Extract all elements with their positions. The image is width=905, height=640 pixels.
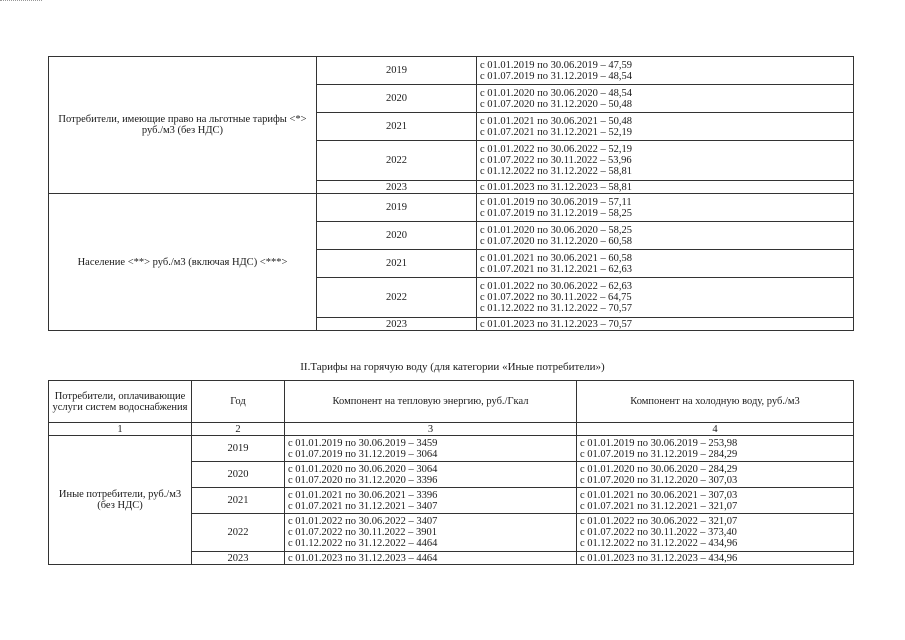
period-line: с 01.07.2022 по 30.11.2022 – 3901 xyxy=(288,527,438,538)
cold-periods-cell xyxy=(577,462,854,488)
period-line: с 01.01.2022 по 30.06.2022 – 52,19 xyxy=(480,144,633,155)
period-line: с 01.01.2019 по 30.06.2019 – 3459 xyxy=(288,437,438,449)
periods-cell xyxy=(477,113,854,141)
period-line: с 01.07.2020 по 31.12.2020 – 60,58 xyxy=(480,235,633,247)
header-year: Год xyxy=(192,381,285,423)
year-cell: 2021 xyxy=(192,488,285,514)
page-edge-mark xyxy=(0,0,42,5)
column-number: 3 xyxy=(285,423,577,436)
group-label: Иные потребители, руб./м3 (без НДС) xyxy=(49,436,192,565)
cold-periods-cell xyxy=(577,488,854,514)
period-line: с 01.07.2020 по 31.12.2020 – 307,03 xyxy=(580,474,738,486)
period-line: с 01.07.2022 по 30.11.2022 – 53,96 xyxy=(480,155,632,166)
period-line: с 01.07.2019 по 31.12.2019 – 48,54 xyxy=(480,70,633,82)
period-line: с 01.01.2020 по 30.06.2020 – 58,25 xyxy=(480,224,633,236)
header-cold-component: Компонент на холодную воду, руб./м3 xyxy=(577,381,854,423)
period-line: с 01.12.2022 по 31.12.2022 – 58,81 xyxy=(480,166,633,177)
period-line: с 01.07.2019 по 31.12.2019 – 58,25 xyxy=(480,207,633,219)
period-line: с 01.01.2023 по 31.12.2023 – 70,57 xyxy=(480,318,633,330)
group-label: Потребители, имеющие право на льготные тарифы <*> руб./м3 (без НДС) xyxy=(49,57,317,194)
cold-periods-cell xyxy=(577,514,854,552)
periods-cell xyxy=(477,181,854,194)
year-cell: 2023 xyxy=(317,318,477,331)
period-line: с 01.07.2022 по 30.11.2022 – 373,40 xyxy=(580,527,737,538)
column-number: 2 xyxy=(192,423,285,436)
tariff-table-1 xyxy=(48,56,854,331)
year-cell: 2022 xyxy=(192,514,285,552)
year-cell: 2019 xyxy=(317,194,477,222)
period-line: с 01.01.2022 по 30.06.2022 – 321,07 xyxy=(580,516,738,527)
group-label: Население <**> руб./м3 (включая НДС) <***> xyxy=(49,194,317,331)
year-cell: 2020 xyxy=(317,222,477,250)
periods-cell xyxy=(477,278,854,318)
cold-periods-cell xyxy=(577,436,854,462)
period-line: с 01.07.2021 по 31.12.2021 – 52,19 xyxy=(480,126,633,138)
period-line: с 01.01.2019 по 30.06.2019 – 47,59 xyxy=(480,59,633,71)
period-line: с 01.01.2022 по 30.06.2022 – 3407 xyxy=(288,516,438,527)
heat-periods-cell xyxy=(285,552,577,565)
period-line: с 01.01.2021 по 30.06.2021 – 307,03 xyxy=(580,489,738,501)
year-cell: 2020 xyxy=(192,462,285,488)
period-line: с 01.07.2021 по 31.12.2021 – 3407 xyxy=(288,500,438,512)
period-line: с 01.07.2021 по 31.12.2021 – 62,63 xyxy=(480,263,633,275)
year-cell: 2022 xyxy=(317,278,477,318)
year-cell: 2023 xyxy=(317,181,477,194)
period-line: с 01.01.2023 по 31.12.2023 – 58,81 xyxy=(480,181,633,193)
periods-cell xyxy=(477,57,854,85)
periods-cell xyxy=(477,222,854,250)
period-line: с 01.01.2020 по 30.06.2020 – 48,54 xyxy=(480,87,633,99)
period-line: с 01.07.2019 по 31.12.2019 – 3064 xyxy=(288,448,438,460)
period-line: с 01.01.2020 по 30.06.2020 – 3064 xyxy=(288,463,438,475)
heat-periods-cell xyxy=(285,488,577,514)
year-cell: 2020 xyxy=(317,85,477,113)
period-line: с 01.07.2019 по 31.12.2019 – 284,29 xyxy=(580,448,738,460)
heat-periods-cell xyxy=(285,436,577,462)
periods-cell xyxy=(477,250,854,278)
period-line: с 01.07.2022 по 30.11.2022 – 64,75 xyxy=(480,292,632,303)
year-cell: 2021 xyxy=(317,250,477,278)
periods-cell xyxy=(477,194,854,222)
period-line: с 01.12.2022 по 31.12.2022 – 4464 xyxy=(288,538,438,549)
period-line: с 01.01.2021 по 30.06.2021 – 3396 xyxy=(288,489,438,501)
periods-cell xyxy=(477,85,854,113)
header-heat-component: Компонент на тепловую энергию, руб./Гкал xyxy=(285,381,577,423)
header-consumers: Потребители, оплачивающие услуги систем водоснабжения xyxy=(49,381,192,423)
period-line: с 01.01.2020 по 30.06.2020 – 284,29 xyxy=(580,463,738,475)
year-cell: 2019 xyxy=(192,436,285,462)
period-line: с 01.07.2020 по 31.12.2020 – 50,48 xyxy=(480,98,633,110)
periods-cell xyxy=(477,141,854,181)
period-line: с 01.07.2020 по 31.12.2020 – 3396 xyxy=(288,474,438,486)
period-line: с 01.01.2023 по 31.12.2023 – 4464 xyxy=(288,552,438,564)
cold-periods-cell xyxy=(577,552,854,565)
year-cell: 2022 xyxy=(317,141,477,181)
period-line: с 01.07.2021 по 31.12.2021 – 321,07 xyxy=(580,500,738,512)
year-cell: 2019 xyxy=(317,57,477,85)
heat-periods-cell xyxy=(285,514,577,552)
year-cell: 2023 xyxy=(192,552,285,565)
period-line: с 01.01.2019 по 30.06.2019 – 57,11 xyxy=(480,196,632,208)
column-number: 4 xyxy=(577,423,854,436)
period-line: с 01.01.2021 по 30.06.2021 – 60,58 xyxy=(480,252,633,264)
column-number: 1 xyxy=(49,423,192,436)
period-line: с 01.01.2021 по 30.06.2021 – 50,48 xyxy=(480,115,633,127)
period-line: с 01.01.2023 по 31.12.2023 – 434,96 xyxy=(580,552,738,564)
period-line: с 01.12.2022 по 31.12.2022 – 434,96 xyxy=(580,538,738,549)
hot-water-tariff-table xyxy=(48,380,854,565)
period-line: с 01.01.2019 по 30.06.2019 – 253,98 xyxy=(580,437,738,449)
heat-periods-cell xyxy=(285,462,577,488)
section-title: II.Тарифы на горячую воду (для категории «Иные потребители») xyxy=(300,361,605,373)
year-cell: 2021 xyxy=(317,113,477,141)
periods-cell xyxy=(477,318,854,331)
period-line: с 01.12.2022 по 31.12.2022 – 70,57 xyxy=(480,303,633,314)
period-line: с 01.01.2022 по 30.06.2022 – 62,63 xyxy=(480,281,633,292)
